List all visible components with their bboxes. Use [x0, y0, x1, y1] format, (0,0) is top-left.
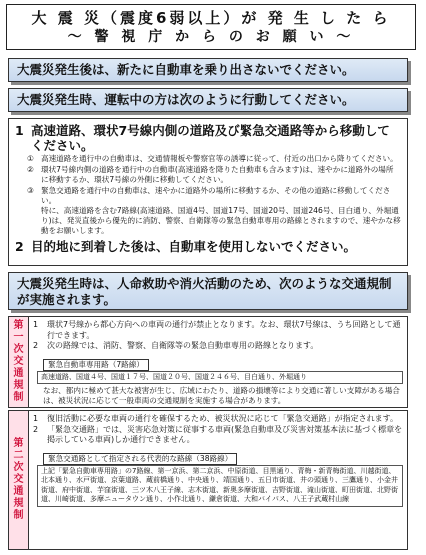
instruction-1: [15, 123, 401, 153]
phase1-item-2: 2 次の路線では、消防、警察、自衛隊等の緊急自動車専用の路線となります。: [33, 341, 319, 350]
driving-instructions-panel: [8, 118, 408, 266]
seven-routes-note: 特に、高速道路を含む7路線(高速道路、国道4号、国道17号、国道20号、国道246号、目白通り、外堀通り)は、発災直後から優先的に消防、警察、自衛隊等の緊急自動車専用の路線とされますので、速やかな移動をお願いします。: [41, 206, 401, 235]
banner-no-new-driving: 大震災発生後は、新たに自動車を乗り出さないでください。: [8, 58, 408, 82]
instruction-text: 目的地に到着した後は、自動車を使用しないでください。: [31, 239, 357, 254]
emergency-routes-label: 緊急自動車専用路（7路線）: [43, 359, 149, 371]
phase2-item-1: 1 復旧活動に必要な車両の通行を確保するため、被災状況に応じて「緊急交通路」が指定されます。: [33, 414, 399, 423]
emergency-traffic-routes-list: 上記「緊急自動車専用路」の7路線、第一京浜、第二京浜、中原街道、目黒通り、青梅・新青梅街道、川越街道、北本通り、水戸街道、京葉道路、蔵前橋通り、中央通り、靖国通り、五日市街道、井の頭通り、三鷹通り、小金井街道、府中街道、芋窪街道、三ツ木八王子線、志木街道、新奥多摩街道、吉野街道、滝山街道、町田街道、北野街道、川崎街道、多摩ニュータウン通り、小作北通り、鎌倉街道、大和バイパス、八王子武蔵村山線: [37, 465, 403, 507]
phase1-note: なお、都内に極めて甚大な被害が生じ、広域にわたり、道路の損壊等により交通に著しい支障がある場合は、被災状況に応じて一般車両の交通規制を実施する場合があります。: [43, 386, 400, 405]
title-box: [6, 4, 416, 50]
phase2-label: 第 二 次 交 通 規 制: [9, 411, 29, 549]
sub-instruction: ② 環状7号線内側の道路を通行中の自動車(高速道路を降りた自動車も含みます)は、速やかに道路外の場所に移動するか、環状7号線の外側に移動してください。: [27, 165, 394, 184]
banner-traffic-regulation: 大震災発生時は、人命救助や消火活動のため、次のような交通規制が実施されます。: [8, 272, 408, 310]
phase2-body: [33, 414, 403, 507]
phase1-regulation: [8, 316, 408, 408]
instruction-number: 2: [15, 239, 24, 254]
banner-driver-instructions: 大震災発生時、運転中の方は次のように行動してください。: [8, 88, 408, 112]
phase2-item-2: 2 「緊急交通路」では、災害応急対策に従事する車両(緊急自動車及び災害対策基本法に基づく標章を掲示している車両)しか通行できません。: [33, 424, 403, 444]
title-subtitle: ～ 警 視 庁 か ら の お 願 い ～: [67, 29, 355, 45]
title-main: 大 震 災（震度6弱以上）が 発 生 し た ら: [31, 9, 391, 27]
phase2-regulation: [8, 410, 408, 550]
instruction-number: 1: [15, 123, 24, 138]
instruction-text: 高速道路、環状7号線内側の道路及び緊急交通路等から移動してください。: [31, 123, 390, 153]
emergency-routes-list: 高速道路、国道４号、国道１７号、国道２０号、国道２４６号、目白通り、外堀通り: [37, 371, 403, 385]
instruction-2: [15, 239, 401, 254]
emergency-traffic-routes-label: 緊急交通路として指定される代表的な路線（38路線）: [43, 453, 237, 465]
phase1-label: 第 一 次 交 通 規 制: [9, 317, 29, 407]
sub-instruction: ③ 緊急交通路を通行中の自動車は、速やかに道路外の場所に移動するか、その他の道路に移動してください。: [27, 186, 391, 205]
phase1-item-1: 1 環状7号線から都心方向への車両の通行が禁止となります。なお、環状7号線は、うち回路として通行できます。: [33, 320, 401, 340]
sub-instruction: ① 高速道路を通行中の自動車は、交通情報板や警察官等の誘導に従って、付近の出口から降りてください。: [27, 154, 398, 163]
phase1-body: [33, 320, 403, 406]
